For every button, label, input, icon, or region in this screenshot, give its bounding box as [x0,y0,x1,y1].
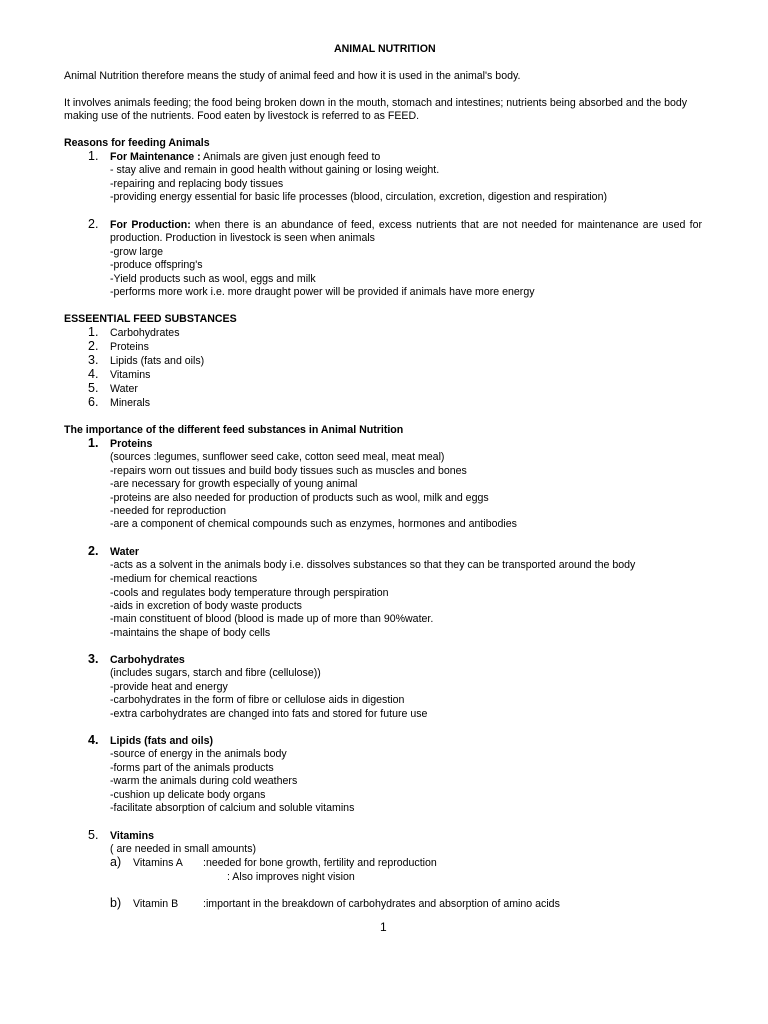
section-line: -source of energy in the animals body [110,748,287,760]
vitamin-name: Vitamin B [133,898,179,910]
page-number: 1 [380,920,387,934]
section-line: -carbohydrates in the form of fibre or cellulose aids in digestion [110,694,405,706]
reason-number: 1. [88,149,99,163]
section-line: -aids in excretion of body waste products [110,600,302,612]
section-line: (includes sugars, starch and fibre (cellulose)) [110,667,321,679]
section-line: -are a component of chemical compounds such as enzymes, hormones and antibodies [110,518,517,530]
list-number: 5. [88,381,99,395]
list-number: 3. [88,353,99,367]
reason-text: Animals are given just enough feed to [200,151,381,163]
section-number: 1. [88,436,99,450]
section-line: -forms part of the animals products [110,762,274,774]
section-line: ( are needed in small amounts) [110,843,257,855]
intro-paragraph-2-line-2: making use of the nutrients. Food eaten by livestock is referred to as FEED. [64,110,420,122]
section-title: Lipids (fats and oils) [110,735,213,747]
section-line: -cools and regulates body temperature through perspiration [110,587,389,599]
intro-paragraph-1: Animal Nutrition therefore means the study of animal feed and how it is used in the animal's body. [64,70,521,82]
reason-number: 2. [88,217,99,231]
section-title: Vitamins [110,830,154,842]
reason-production [110,219,702,232]
list-item: Lipids (fats and oils) [110,355,205,367]
vitamin-name: Vitamins A [133,857,183,869]
section-line: (sources :legumes, sunflower seed cake, cotton seed meal, meat meal) [110,451,445,463]
reasons-heading: Reasons for feeding Animals [64,137,210,149]
list-number: 1. [88,325,99,339]
reason-text: when there is an abundance of feed, excess nutrients that are not needed for maintenance are used for [190,219,702,231]
section-number: 5. [88,828,99,842]
section-number: 3. [88,652,99,666]
list-item: Carbohydrates [110,327,180,339]
section-title: Carbohydrates [110,654,185,666]
list-item: Minerals [110,397,151,409]
list-number: 6. [88,395,99,409]
section-line: -provide heat and energy [110,681,228,693]
reason-line: -grow large [110,246,163,258]
section-line: -maintains the shape of body cells [110,627,271,639]
list-item: Vitamins [110,369,151,381]
page-title: ANIMAL NUTRITION [334,43,436,55]
section-line: -warm the animals during cold weathers [110,775,298,787]
section-title: Water [110,546,140,558]
section-line: -main constituent of blood (blood is made up of more than 90%water. [110,613,434,625]
essential-heading: ESSEENTIAL FEED SUBSTANCES [64,313,237,325]
reason-line: -providing energy essential for basic life processes (blood, circulation, excretion, digestion and respiration) [110,191,607,203]
section-line: -proteins are also needed for production of products such as wool, milk and eggs [110,492,489,504]
list-item: Water [110,383,138,395]
section-line: -cushion up delicate body organs [110,789,266,801]
reason-line: -produce offspring's [110,259,203,271]
section-line: -are necessary for growth especially of young animal [110,478,358,490]
reason-line: - stay alive and remain in good health without gaining or losing weight. [110,164,440,176]
list-number: 4. [88,367,99,381]
sub-item-letter: b) [110,896,122,910]
vitamin-description-extra: : Also improves night vision [227,871,355,883]
reason-maintenance [110,151,380,164]
reason-label: For Production: [110,219,191,231]
reason-line: -repairing and replacing body tissues [110,178,284,190]
section-line: -needed for reproduction [110,505,227,517]
importance-heading: The importance of the different feed substances in Animal Nutrition [64,424,404,436]
list-item: Proteins [110,341,149,353]
section-line: -acts as a solvent in the animals body i.e. dissolves substances so that they can be transported around the body [110,559,636,571]
vitamin-description: :needed for bone growth, fertility and reproduction [203,857,437,869]
list-number: 2. [88,339,99,353]
section-number: 2. [88,544,99,558]
reason-label: For Maintenance : [110,151,201,163]
intro-paragraph-2-line-1: It involves animals feeding; the food being broken down in the mouth, stomach and intestines; nutrients being absorbed and the body [64,97,688,109]
reason-line: -Yield products such as wool, eggs and milk [110,273,316,285]
reason-line: production. Production in livestock is seen when animals [110,232,375,244]
section-number: 4. [88,733,99,747]
sub-item-letter: a) [110,855,122,869]
section-line: -repairs worn out tissues and build body tissues such as muscles and bones [110,465,467,477]
reason-line: -performs more work i.e. more draught power will be provided if animals have more energy [110,286,535,298]
section-line: -extra carbohydrates are changed into fats and stored for future use [110,708,428,720]
section-title: Proteins [110,438,153,450]
section-line: -medium for chemical reactions [110,573,258,585]
section-line: -facilitate absorption of calcium and soluble vitamins [110,802,355,814]
vitamin-description: :important in the breakdown of carbohydrates and absorption of amino acids [203,898,560,910]
